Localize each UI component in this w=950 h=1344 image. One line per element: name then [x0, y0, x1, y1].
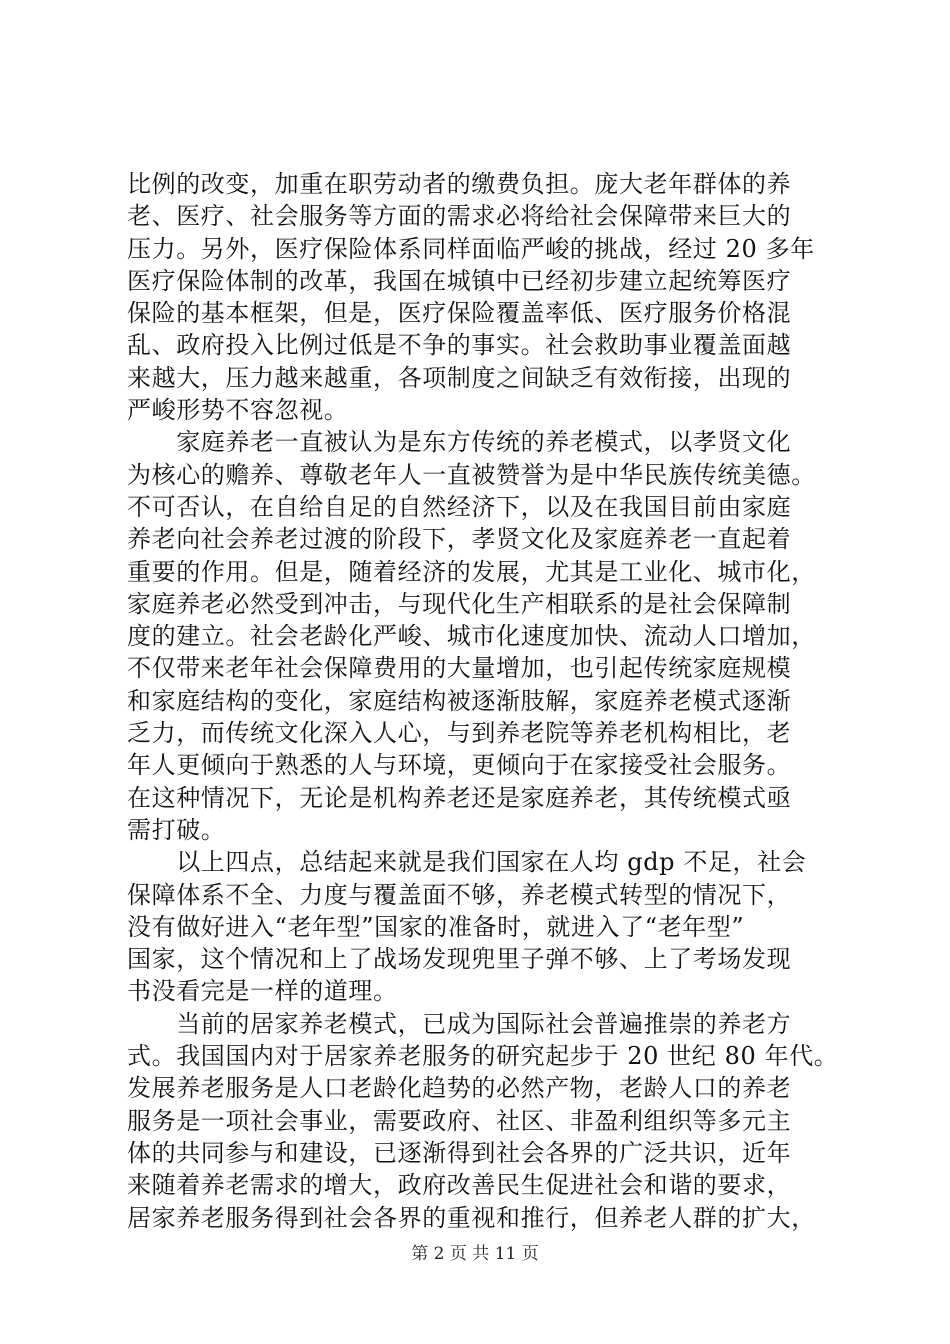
- text-line: 来随着养老需求的增大，政府改善民生促进社会和谐的要求，: [127, 1171, 792, 1200]
- text-line: 体的共同参与和建设，已逐渐得到社会各界的广泛共识，近年: [127, 1138, 792, 1167]
- text-line: 年人更倾向于熟悉的人与环境，更倾向于在家接受社会服务。: [127, 751, 792, 780]
- body-text: [127, 168, 839, 1234]
- text-line: 家庭养老必然受到冲击，与现代化生产相联系的是社会保障制: [127, 589, 792, 618]
- text-line: 为核心的赡养、尊敬老年人一直被赞誉为是中华民族传统美德。: [127, 460, 816, 489]
- page-footer: [0, 1239, 950, 1264]
- text-line: 严峻形势不容忽视。: [127, 396, 349, 425]
- text-line: 居家养老服务得到社会各界的重视和推行，但养老人群的扩大，: [127, 1203, 816, 1232]
- text-line: 来越大，压力越来越重，各项制度之间缺乏有效衔接，出现的: [127, 363, 792, 392]
- text-line: 国家，这个情况和上了战场发现兜里子弹不够、上了考场发现: [127, 945, 792, 974]
- text-line: 重要的作用。但是，随着经济的发展，尤其是工业化、城市化，: [127, 557, 816, 586]
- text-line: 医疗保险体制的改革，我国在城镇中已经初步建立起统筹医疗: [127, 266, 792, 295]
- text-line: 在这种情况下，无论是机构养老还是家庭养老，其传统模式亟: [127, 783, 792, 812]
- text-line: 压力。另外，医疗保险体系同样面临严峻的挑战，经过 20 多年: [127, 234, 815, 263]
- text-line: 度的建立。社会老龄化严峻、城市化速度加快、流动人口增加，: [127, 622, 816, 651]
- text-line: 老、医疗、社会服务等方面的需求必将给社会保障带来巨大的: [127, 202, 792, 231]
- text-line: 不可否认，在自给自足的自然经济下，以及在我国目前由家庭: [127, 492, 792, 521]
- text-line: 没有做好进入“老年型”国家的准备时，就进入了“老年型”: [127, 912, 745, 941]
- text-line: 乱、政府投入比例过低是不争的事实。社会救助事业覆盖面越: [127, 331, 792, 360]
- page-number: 第 2 页 共 11 页: [411, 1244, 539, 1264]
- text-line: 书没看完是一样的道理。: [127, 977, 398, 1006]
- text-line: 发展养老服务是人口老龄化趋势的必然产物，老龄人口的养老: [127, 1074, 792, 1103]
- text-line: 养老向社会养老过渡的阶段下，孝贤文化及家庭养老一直起着: [127, 525, 792, 554]
- text-line: 和家庭结构的变化，家庭结构被逐渐肢解，家庭养老模式逐渐: [127, 686, 792, 715]
- text-line: 保险的基本框架，但是，医疗保险覆盖率低、医疗服务价格混: [127, 299, 792, 328]
- text-line: 比例的改变，加重在职劳动者的缴费负担。庞大老年群体的养: [127, 170, 792, 198]
- text-line: 需打破。: [127, 815, 226, 844]
- text-line: 当前的居家养老模式，已成为国际社会普遍推崇的养老方: [127, 1009, 792, 1038]
- text-line: 式。我国国内对于居家养老服务的研究起步于 20 世纪 80 年代。: [127, 1042, 839, 1071]
- text-line: 不仅带来老年社会保障费用的大量增加，也引起传统家庭规模: [127, 654, 792, 683]
- text-line: 以上四点，总结起来就是我们国家在人均 gdp 不足，社会: [127, 848, 807, 877]
- text-line: 保障体系不全、力度与覆盖面不够，养老模式转型的情况下，: [127, 880, 792, 909]
- text-line: 乏力，而传统文化深入人心，与到养老院等养老机构相比，老: [127, 719, 792, 748]
- text-line: 服务是一项社会事业，需要政府、社区、非盈利组织等多元主: [127, 1106, 792, 1135]
- text-line: 家庭养老一直被认为是东方传统的养老模式，以孝贤文化: [127, 428, 792, 457]
